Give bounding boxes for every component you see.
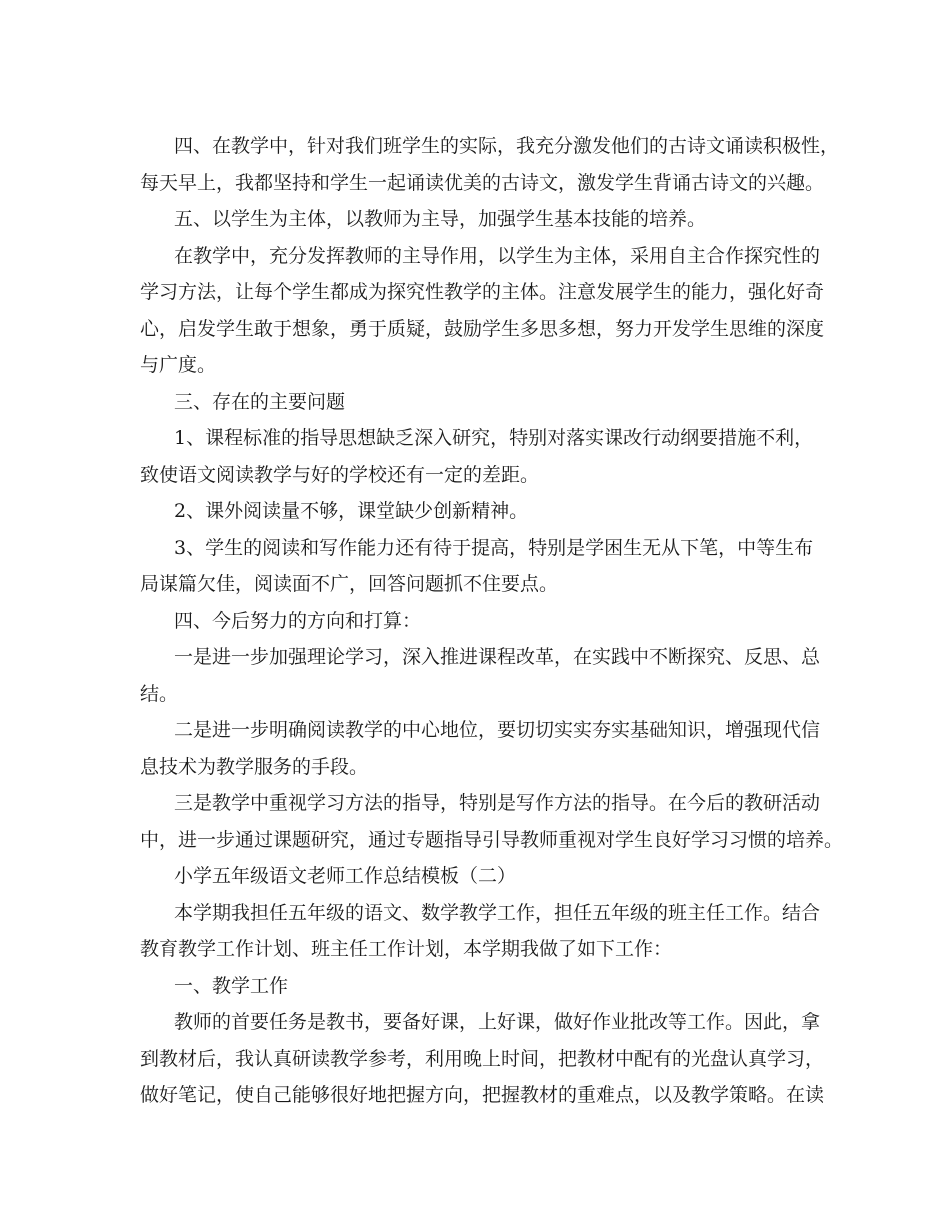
text-line: 与广度。 (140, 354, 217, 376)
text-line: 教师的首要任务是教书，要备好课，上好课，做好作业批改等工作。因此，拿 (174, 1011, 821, 1033)
text-line: 二是进一步明确阅读教学的中心地位，要切切实实夯实基础知识，增强现代信 (174, 719, 821, 741)
text-line: 三是教学中重视学习方法的指导，特别是写作方法的指导。在今后的教研活动 (174, 792, 821, 814)
text-line: 中，进一步通过课题研究，通过专题指导引导教师重视对学生良好学习习惯的培养。 (140, 828, 844, 851)
text-line: 本学期我担任五年级的语文、数学教学工作，担任五年级的班主任工作。结合 (174, 901, 821, 924)
text-line: 一是进一步加强理论学习，深入推进课程改革，在实践中不断探究、反思、总 (174, 646, 821, 668)
text-line: 2、课外阅读量不够，课堂缺少创新精神。 (174, 500, 529, 522)
text-line: 1、课程标准的指导思想缺乏深入研究，特别对落实课改行动纲要措施不利， (174, 427, 814, 449)
text-line: 做好笔记，使自己能够很好地把握方向，把握教材的重难点，以及教学策略。在读 (140, 1084, 825, 1106)
text-line: 3、学生的阅读和写作能力还有待于提高，特别是学困生无从下笔，中等生布 (174, 536, 814, 559)
text-line: 致使语文阅读教学与好的学校还有一定的差距。 (140, 463, 540, 486)
text-line: 心，启发学生敢于想象，勇于质疑，鼓励学生多思多想，努力开发学生思维的深度 (140, 317, 825, 340)
text-line: 四、在教学中，针对我们班学生的实际，我充分激发他们的古诗文诵读积极性， (174, 135, 840, 157)
document-body (140, 128, 844, 1114)
text-line: 三、存在的主要问题 (174, 390, 346, 413)
text-line: 四、今后努力的方向和打算： (174, 609, 422, 632)
text-line: 在教学中，充分发挥教师的主导作用，以学生为主体，采用自主合作探究性的 (174, 244, 821, 267)
text-line: 到教材后，我认真研读教学参考，利用晚上时间，把教材中配有的光盘认真学习， (140, 1047, 825, 1070)
text-line: 教育教学工作计划、班主任工作计划，本学期我做了如下工作： (140, 938, 673, 960)
text-line: 一、教学工作 (174, 974, 289, 997)
text-line: 小学五年级语文老师工作总结模板（二） (174, 865, 517, 887)
text-line: 息技术为教学服务的手段。 (140, 755, 369, 778)
text-line: 结。 (140, 682, 179, 705)
text-line: 五、以学生为主体，以教师为主导，加强学生基本技能的培养。 (174, 208, 707, 230)
text-line: 学习方法，让每个学生都成为探究性教学的主体。注意发展学生的能力，强化好奇 (140, 281, 825, 303)
text-line: 局谋篇欠佳，阅读面不广，回答问题抓不住要点。 (140, 573, 559, 595)
text-line: 每天早上，我都坚持和学生一起诵读优美的古诗文，激发学生背诵古诗文的兴趣。 (140, 171, 825, 194)
